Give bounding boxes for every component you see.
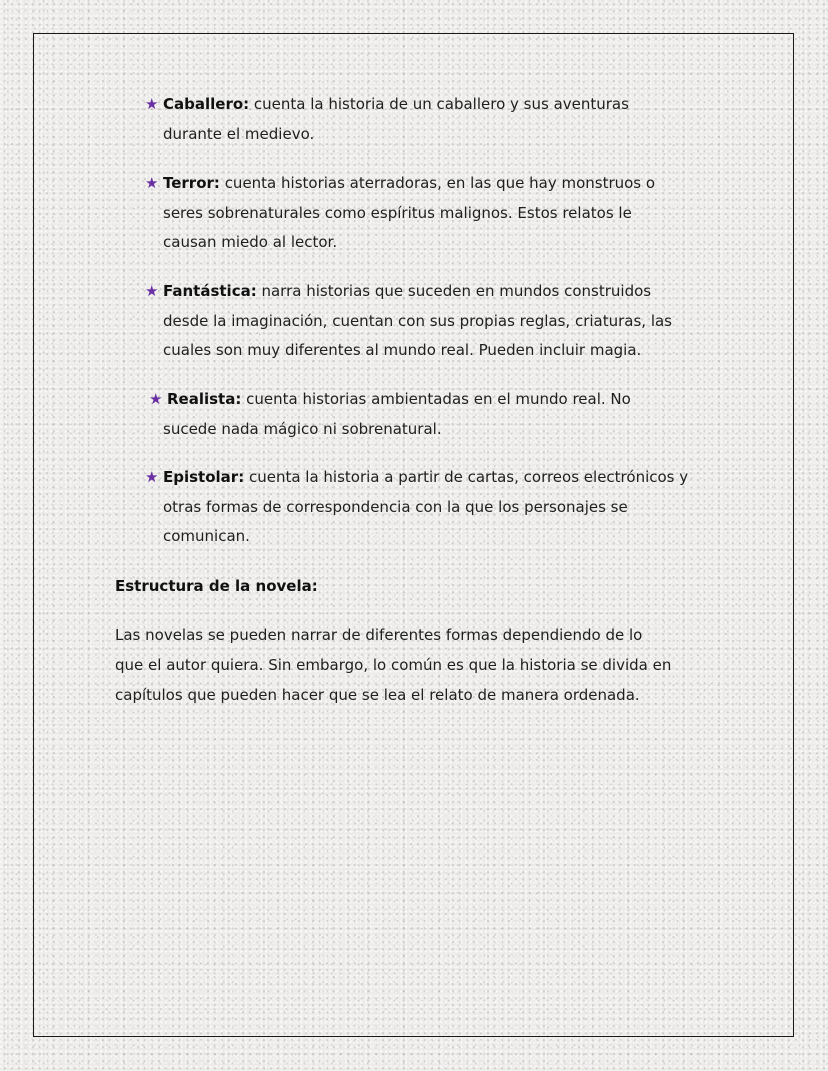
genre-text: cuenta historias aterradoras, en las que hay monstruos o <box>219 174 656 192</box>
structure-paragraph <box>115 620 735 710</box>
paragraph-line: capítulos que pueden hacer que se lea el relato de manera ordenada. <box>115 686 640 704</box>
genre-first-line <box>145 169 725 199</box>
star-icon: ★ <box>149 390 163 408</box>
paragraph-line: Las novelas se pueden narrar de diferentes formas dependiendo de lo <box>115 626 643 644</box>
genre-text: cuenta la historia de un caballero y sus aventuras <box>249 95 629 113</box>
genre-first-line <box>145 90 725 120</box>
genre-item-terror <box>145 169 725 258</box>
genre-text-line: causan miedo al lector. <box>163 233 338 251</box>
genre-text: narra historias que suceden en mundos construidos <box>256 282 652 300</box>
star-icon: ★ <box>145 95 159 113</box>
genre-term: Caballero: <box>163 95 250 113</box>
star-icon: ★ <box>145 174 159 192</box>
genre-term: Terror: <box>163 174 220 192</box>
genre-first-line <box>145 463 725 493</box>
genre-text: cuenta la historia a partir de cartas, correos electrónicos y <box>244 468 689 486</box>
genre-text: cuenta historias ambientadas en el mundo real. No <box>241 390 631 408</box>
genre-term: Fantástica: <box>163 282 257 300</box>
genre-text-line: desde la imaginación, cuentan con sus propias reglas, criaturas, las <box>163 311 672 330</box>
genre-item-epistolar <box>145 463 725 552</box>
star-icon: ★ <box>145 282 159 300</box>
genre-item-fantastica <box>145 277 725 366</box>
genre-text-line: otras formas de correspondencia con la que los personajes se <box>163 497 628 516</box>
genre-first-line <box>145 277 725 307</box>
section-heading: Estructura de la novela: <box>115 577 318 595</box>
paragraph-line: que el autor quiera. Sin embargo, lo común es que la historia se divida en <box>115 656 672 674</box>
star-icon: ★ <box>145 468 159 486</box>
genre-item-realista <box>149 385 729 444</box>
genre-text-line: sucede nada mágico ni sobrenatural. <box>163 419 442 438</box>
genre-term: Epistolar: <box>163 468 245 486</box>
genre-text-line: cuales son muy diferentes al mundo real. Pueden incluir magia. <box>163 341 642 359</box>
genre-text-line: durante el medievo. <box>163 124 315 143</box>
genre-text-line: comunican. <box>163 527 250 545</box>
genre-text-line: seres sobrenaturales como espíritus malignos. Estos relatos le <box>163 203 632 222</box>
genre-term: Realista: <box>167 390 242 408</box>
genre-item-caballero <box>145 90 725 149</box>
genre-first-line <box>149 385 729 415</box>
